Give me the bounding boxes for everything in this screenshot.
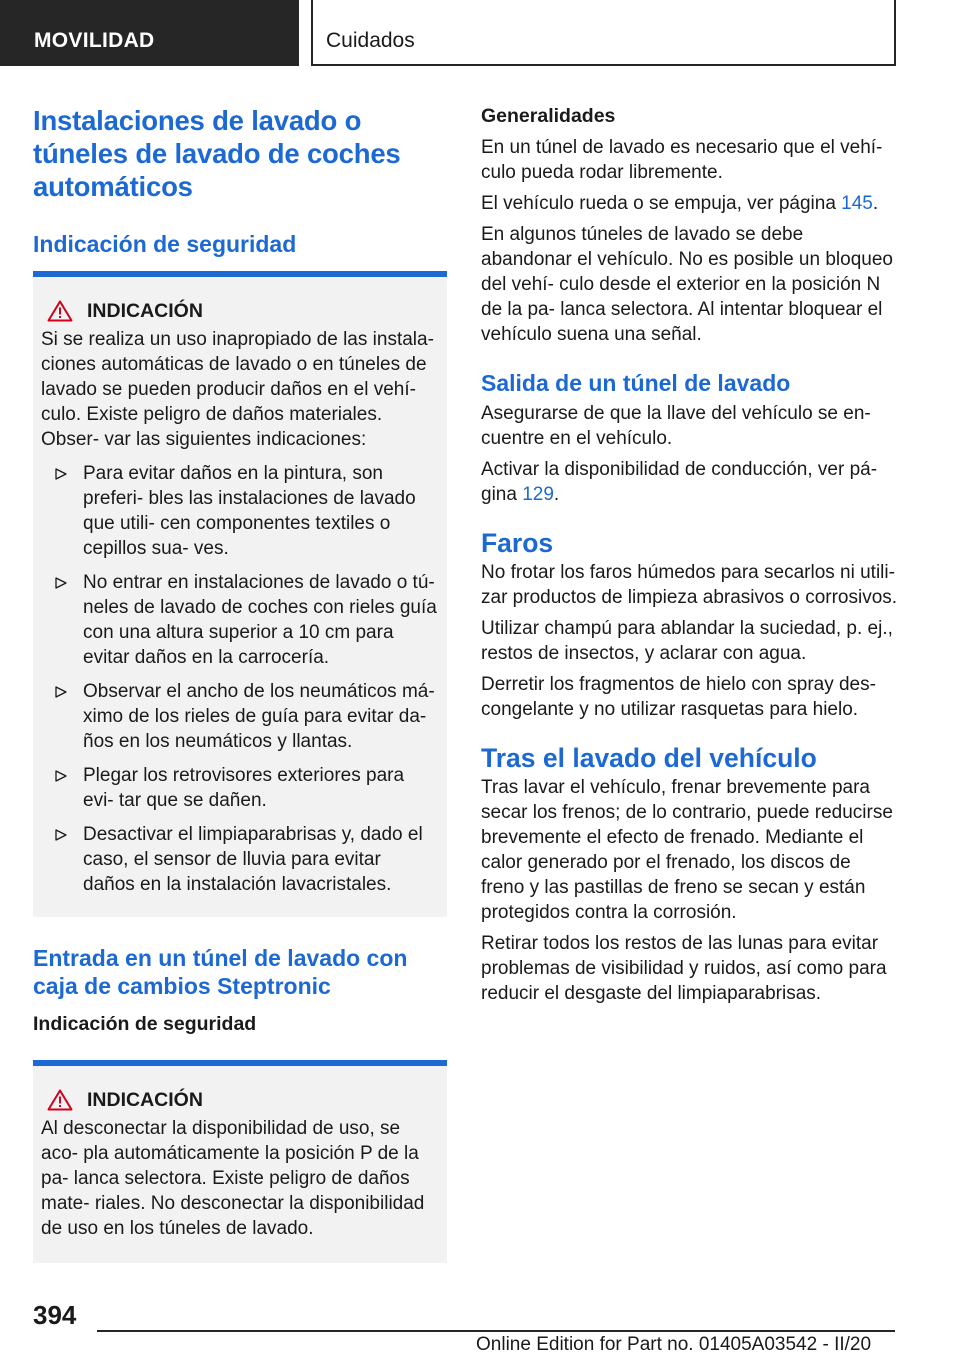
paragraph-text: . bbox=[553, 484, 560, 505]
page-title: Instalaciones de lavado o túneles de lavado de coches automáticos bbox=[33, 105, 401, 202]
list-item-text: Plegar los retrovisores exteriores para evi- tar que se dañen. bbox=[83, 765, 405, 811]
general-heading: Generalidades bbox=[481, 105, 616, 127]
paragraph: Retirar todos los restos de las lunas para evitar problemas de visibilidad y ruidos, así como para reducir el desgaste del limpiaparabrisas. bbox=[481, 933, 887, 1004]
steptronic-heading: Entrada en un túnel de lavado con caja de cambios Steptronic bbox=[33, 945, 408, 999]
notice-title: INDICACIÓN bbox=[87, 300, 203, 322]
triangle-bullet-icon bbox=[55, 686, 67, 698]
triangle-bullet-icon bbox=[55, 468, 67, 480]
triangle-bullet-icon bbox=[55, 829, 67, 841]
list-item bbox=[41, 570, 437, 670]
notice-list bbox=[41, 461, 437, 897]
warning-triangle-icon bbox=[47, 1089, 73, 1111]
notice-title-row bbox=[41, 299, 437, 323]
notice-box bbox=[33, 277, 447, 917]
paragraph-text: El vehículo rueda o se empuja, ver página bbox=[481, 193, 842, 214]
page-link[interactable]: 129 bbox=[522, 484, 554, 505]
list-item-text: No entrar en instalaciones de lavado o tú- neles de lavado de coches con rieles guía con una altura superior a 10 cm para evitar daños en la carrocería. bbox=[83, 572, 437, 668]
paragraph: En un túnel de lavado es necesario que el vehí- culo pueda rodar libremente. bbox=[481, 137, 883, 183]
safety-heading: Indicación de seguridad bbox=[33, 231, 297, 257]
notice-text: Al desconectar la disponibilidad de uso, se aco- pla automáticamente la posición P de la pa- lanca selectora. Existe peligro de daños mate- riales. No desconectar la disponibilidad de uso en los túneles de lavado. bbox=[41, 1118, 425, 1239]
paragraph-text: Activar la disponibilidad de conducción, ver pá- gina bbox=[481, 459, 878, 505]
chapter-label: Cuidados bbox=[326, 29, 415, 52]
headlights-heading: Faros bbox=[481, 528, 554, 558]
paragraph: En algunos túneles de lavado se debe abandonar el vehículo. No es posible un bloqueo del vehí- culo desde el exterior en la posición N de la pa- lanca selectora. Al intentar bloquear el vehículo suena una señal. bbox=[481, 224, 893, 345]
list-item bbox=[41, 679, 437, 754]
left-column bbox=[33, 104, 447, 1263]
safety-subheading: Indicación de seguridad bbox=[33, 1013, 257, 1035]
paragraph-text: . bbox=[872, 193, 879, 214]
page-link[interactable]: 145 bbox=[841, 193, 873, 214]
edition-note: Online Edition for Part no. 01405A03542 - II/20 bbox=[476, 1334, 872, 1355]
paragraph: Asegurarse de que la llave del vehículo se en- cuentre en el vehículo. bbox=[481, 403, 871, 449]
paragraph: Utilizar champú para ablandar la suciedad, p. ej., restos de insectos, y aclarar con agua. bbox=[481, 618, 893, 664]
list-item bbox=[41, 763, 437, 813]
paragraph: No frotar los faros húmedos para secarlos ni utili- zar productos de limpieza abrasivos o corrosivos. bbox=[481, 562, 898, 608]
paragraph bbox=[481, 457, 899, 507]
triangle-bullet-icon bbox=[55, 770, 67, 782]
footer-rule bbox=[97, 1330, 895, 1332]
list-item bbox=[41, 822, 437, 897]
paragraph bbox=[481, 191, 899, 216]
right-column bbox=[481, 104, 899, 1006]
exit-heading: Salida de un túnel de lavado bbox=[481, 370, 791, 396]
chapter-tab bbox=[311, 0, 896, 66]
list-item-text: Para evitar daños en la pintura, son preferi- bles las instalaciones de lavado que utili- cen componentes textiles o cepillos sua- ves. bbox=[83, 463, 416, 559]
page-header bbox=[0, 0, 960, 66]
notice-box bbox=[33, 1066, 447, 1263]
list-item-text: Observar el ancho de los neumáticos má- ximo de los rieles de guía para evitar da- ños en los neumáticos y llantas. bbox=[83, 681, 435, 752]
triangle-bullet-icon bbox=[55, 577, 67, 589]
list-item-text: Desactivar el limpiaparabrisas y, dado el caso, el sensor de lluvia para evitar daños en la instalación lavacristales. bbox=[83, 824, 423, 895]
page-number: 394 bbox=[33, 1300, 77, 1330]
after-wash-heading: Tras el lavado del vehículo bbox=[481, 743, 817, 773]
paragraph: Derretir los fragmentos de hielo con spray des- congelante y no utilizar rasquetas para hielo. bbox=[481, 674, 876, 720]
paragraph: Tras lavar el vehículo, frenar brevemente para secar los frenos; de lo contrario, puede reducirse brevemente el efecto de frenado. Mediante el calor generado por el frenado, los discos de freno y las pastillas de freno se secan y están protegidos contra la corrosión. bbox=[481, 777, 893, 923]
section-label: MOVILIDAD bbox=[34, 29, 155, 52]
notice-text: Si se realiza un uso inapropiado de las instala- ciones automáticas de lavado o en túneles de lavado se pueden producir daños en el vehí- culo. Existe peligro de daños materiales. Obser- var las siguientes indicaciones: bbox=[41, 329, 434, 450]
notice-title-row bbox=[41, 1088, 437, 1112]
notice-title: INDICACIÓN bbox=[87, 1089, 203, 1111]
warning-triangle-icon bbox=[47, 300, 73, 322]
section-tab bbox=[0, 0, 299, 66]
list-item bbox=[41, 461, 437, 561]
